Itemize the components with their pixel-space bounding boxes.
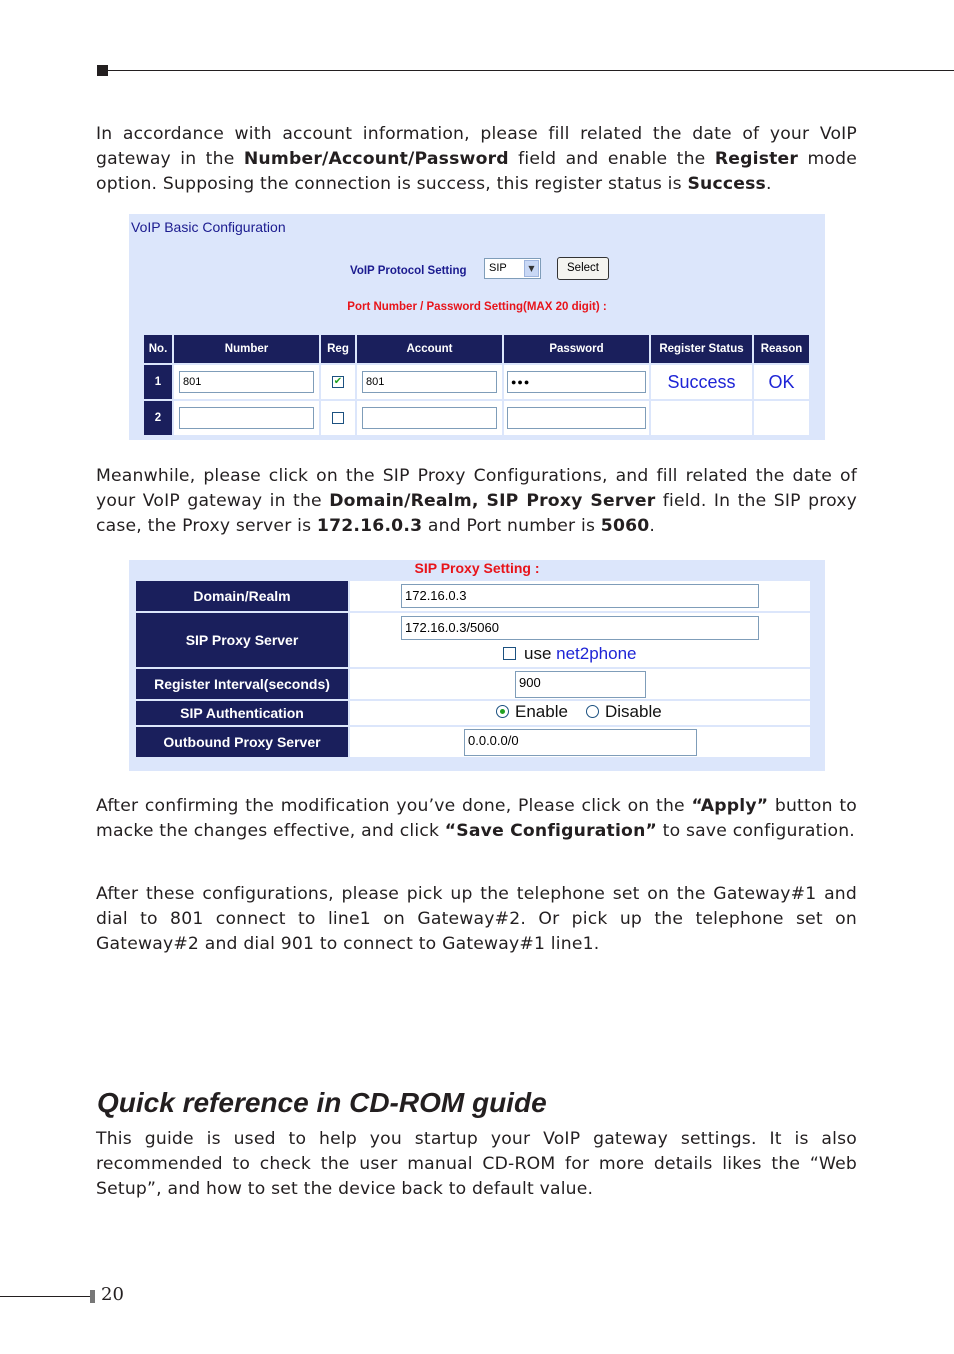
radio-empty-icon[interactable] — [586, 705, 599, 718]
page-number: 20 — [101, 1284, 124, 1305]
reason — [754, 401, 809, 435]
register-interval-input[interactable]: 900 — [515, 671, 646, 698]
password-cell — [504, 365, 649, 399]
account-cell — [357, 401, 502, 435]
table-row — [136, 581, 810, 611]
table-row — [136, 727, 810, 757]
table-row — [144, 401, 809, 435]
sip-proxy-table — [134, 579, 812, 759]
auth-enable-option[interactable]: Enable — [496, 702, 568, 722]
panel-title: VoIP Basic Configuration — [131, 219, 286, 235]
domain-realm-cell — [350, 581, 810, 611]
footer-rule — [0, 1296, 90, 1297]
table-row — [136, 613, 810, 667]
reg-cell — [321, 401, 355, 435]
auth-disable-option[interactable]: Disable — [586, 702, 662, 722]
register-interval-cell — [350, 669, 810, 699]
protocol-select-value: SIP — [489, 262, 507, 274]
account-input[interactable] — [362, 407, 497, 429]
net2phone-checkbox[interactable] — [503, 647, 516, 660]
apply-paragraph: After confirming the modification you’ve done, Please click on the “Apply” button to macke the changes effective, and click “Save Configuration” to save configuration. — [96, 796, 857, 841]
select-button[interactable]: Select — [557, 257, 609, 280]
register-status: Success — [651, 365, 752, 399]
protocol-select[interactable] — [484, 258, 541, 279]
account-input[interactable]: 801 — [362, 371, 497, 393]
net2phone-option[interactable]: use net2phone — [503, 644, 637, 664]
col-account: Account — [357, 335, 502, 363]
col-reason: Reason — [754, 335, 809, 363]
register-interval-label: Register Interval(seconds) — [136, 669, 348, 699]
footer-bar — [90, 1290, 95, 1303]
reg-checkbox[interactable]: ✔ — [333, 376, 343, 387]
table-header-row — [144, 335, 809, 363]
table-row — [144, 365, 809, 399]
port-password-note: Port Number / Password Setting(MAX 20 digit) : — [347, 301, 607, 313]
sip-proxy-title: SIP Proxy Setting : — [414, 560, 540, 576]
sip-authentication-label: SIP Authentication — [136, 701, 348, 725]
domain-realm-label: Domain/Realm — [136, 581, 348, 611]
number-cell — [174, 401, 319, 435]
domain-realm-input[interactable]: 172.16.0.3 — [401, 584, 759, 608]
account-cell — [357, 365, 502, 399]
intro-paragraph: In accordance with account information, please fill related the date of your VoIP gateway in the Number/Account/Password field and enable the Register mode option. Supposing the connection is success, this register status is Success. — [96, 124, 857, 194]
reg-cell — [321, 365, 355, 399]
sip-proxy-server-label: SIP Proxy Server — [136, 613, 348, 667]
col-reg: Reg — [321, 335, 355, 363]
password-input[interactable]: ●●● — [507, 371, 646, 393]
reason: OK — [754, 365, 809, 399]
radio-selected-icon[interactable] — [496, 705, 509, 718]
header-square — [97, 65, 108, 76]
number-input[interactable]: 801 — [179, 371, 314, 393]
password-cell — [504, 401, 649, 435]
row-number: 1 — [144, 365, 172, 399]
dial-paragraph: After these configurations, please pick up the telephone set on the Gateway#1 and dial to 801 connect to line1 on Gateway#2. Or pick up the telephone set on Gateway#2 and dial 901 to connect to Gateway#1 line1. — [96, 884, 857, 954]
outbound-proxy-label: Outbound Proxy Server — [136, 727, 348, 757]
protocol-label: VoIP Protocol Setting — [350, 265, 467, 277]
net2phone-brand: net2phone — [556, 644, 637, 663]
number-cell — [174, 365, 319, 399]
sip-proxy-server-input[interactable]: 172.16.0.3/5060 — [401, 616, 759, 640]
reg-checkbox[interactable] — [332, 412, 344, 424]
voip-basic-config-screenshot — [129, 214, 825, 440]
col-number: Number — [174, 335, 319, 363]
password-input[interactable] — [507, 407, 646, 429]
sip-authentication-cell — [350, 701, 810, 725]
col-register-status: Register Status — [651, 335, 752, 363]
outbound-proxy-cell — [350, 727, 810, 757]
chevron-down-icon: ▼ — [524, 260, 539, 277]
register-status — [651, 401, 752, 435]
table-row — [136, 669, 810, 699]
table-row — [136, 701, 810, 725]
number-input[interactable] — [179, 407, 314, 429]
sip-proxy-setting-screenshot — [129, 560, 825, 771]
account-table — [142, 333, 811, 437]
guide-paragraph: This guide is used to help you startup your VoIP gateway settings. It is also recommended to check the user manual CD-ROM for more details likes the “Web Setup”, and how to set the device back to default value. — [96, 1129, 857, 1199]
proxy-intro-paragraph: Meanwhile, please click on the SIP Proxy Configurations, and fill related the date of your VoIP gateway in the Domain/Realm, SIP Proxy Server field. In the SIP proxy case, the Proxy server is 172.16.0.3 and Port number is 5060. — [96, 466, 858, 536]
col-no: No. — [144, 335, 172, 363]
outbound-proxy-input[interactable]: 0.0.0.0/0 — [464, 729, 697, 756]
col-password: Password — [504, 335, 649, 363]
sip-proxy-server-cell — [350, 613, 810, 667]
header-rule — [108, 70, 954, 71]
section-heading: Quick reference in CD-ROM guide — [97, 1087, 547, 1118]
row-number: 2 — [144, 401, 172, 435]
